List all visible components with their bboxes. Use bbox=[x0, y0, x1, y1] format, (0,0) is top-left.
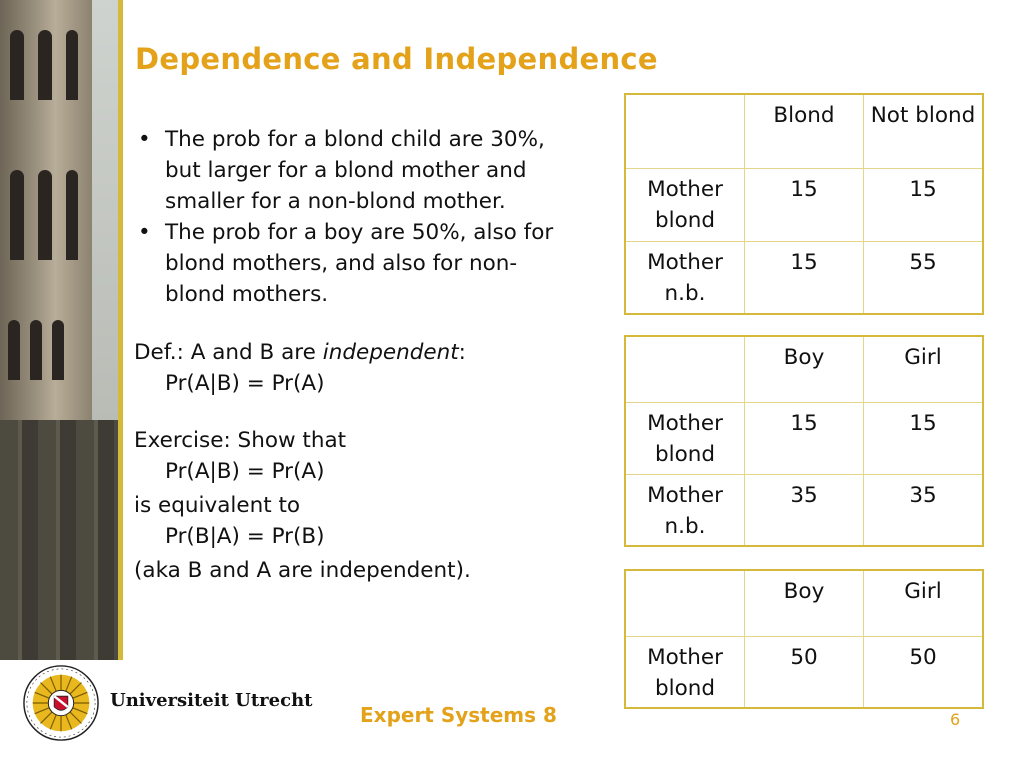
table-row bbox=[625, 168, 983, 241]
bullet-item: • The prob for a blond child are 30%, but larger for a blond mother and smaller for a non-blond mother. bbox=[134, 124, 574, 217]
cathedral-photo bbox=[0, 0, 118, 660]
sky bbox=[92, 0, 118, 420]
table-row bbox=[625, 241, 983, 314]
definition-suffix: : bbox=[458, 340, 466, 365]
definition-formula: Pr(A|B) = Pr(A) bbox=[165, 371, 325, 396]
exercise-formula-2: Pr(B|A) = Pr(B) bbox=[165, 524, 325, 549]
row-label: Mother blond bbox=[625, 636, 745, 708]
row-label: Mother n.b. bbox=[625, 241, 745, 314]
table-header-cell: Girl bbox=[864, 570, 984, 636]
definition bbox=[134, 337, 574, 368]
table-cell bbox=[625, 94, 745, 168]
definition-prefix: Def.: A and B are bbox=[134, 340, 323, 365]
table-cell: 35 bbox=[864, 474, 984, 546]
definition-term: independent bbox=[322, 340, 459, 365]
table-header-cell: Boy bbox=[745, 336, 864, 402]
slide-title: Dependence and Independence bbox=[135, 42, 658, 76]
table-header-cell: Boy bbox=[745, 570, 864, 636]
houses-image bbox=[0, 420, 118, 660]
university-name: Universiteit Utrecht bbox=[110, 690, 313, 711]
table-cell: 15 bbox=[864, 402, 984, 474]
table-header-row bbox=[625, 336, 983, 402]
table-blond bbox=[624, 93, 984, 315]
table-cell: 15 bbox=[745, 402, 864, 474]
table-header-cell: Blond bbox=[745, 94, 864, 168]
row-label: Mother blond bbox=[625, 402, 745, 474]
table-cell bbox=[625, 336, 745, 402]
table-cell: 15 bbox=[864, 168, 984, 241]
table-cell: 15 bbox=[745, 168, 864, 241]
table-row bbox=[625, 636, 983, 708]
slide-body bbox=[134, 124, 574, 586]
table-cell bbox=[625, 570, 745, 636]
exercise-intro: Exercise: Show that bbox=[134, 428, 347, 453]
table-header-row bbox=[625, 570, 983, 636]
table-row bbox=[625, 474, 983, 546]
table-cell: 55 bbox=[864, 241, 984, 314]
bullet-list bbox=[134, 124, 574, 310]
divider-bar bbox=[118, 0, 123, 660]
page-number: 6 bbox=[950, 710, 961, 729]
table-cell: 50 bbox=[864, 636, 984, 708]
table-cell: 35 bbox=[745, 474, 864, 546]
table-header-cell: Girl bbox=[864, 336, 984, 402]
table-boy-girl bbox=[624, 335, 984, 547]
table-row bbox=[625, 402, 983, 474]
table-cell: 50 bbox=[745, 636, 864, 708]
exercise-formula-1: Pr(A|B) = Pr(A) bbox=[165, 459, 325, 484]
table-cell: 15 bbox=[745, 241, 864, 314]
course-label: Expert Systems 8 bbox=[360, 703, 557, 727]
university-seal-logo bbox=[22, 664, 100, 742]
table-header-row bbox=[625, 94, 983, 168]
tower-image bbox=[0, 0, 92, 420]
table-boy-girl-blond bbox=[624, 569, 984, 709]
table-header-cell: Not blond bbox=[864, 94, 984, 168]
row-label: Mother n.b. bbox=[625, 474, 745, 546]
exercise-note: (aka B and A are independent). bbox=[134, 558, 471, 583]
bullet-item: • The prob for a boy are 50%, also for blond mothers, and also for non-blond mothers. bbox=[134, 217, 574, 310]
row-label: Mother blond bbox=[625, 168, 745, 241]
exercise-equivalent: is equivalent to bbox=[134, 493, 301, 518]
